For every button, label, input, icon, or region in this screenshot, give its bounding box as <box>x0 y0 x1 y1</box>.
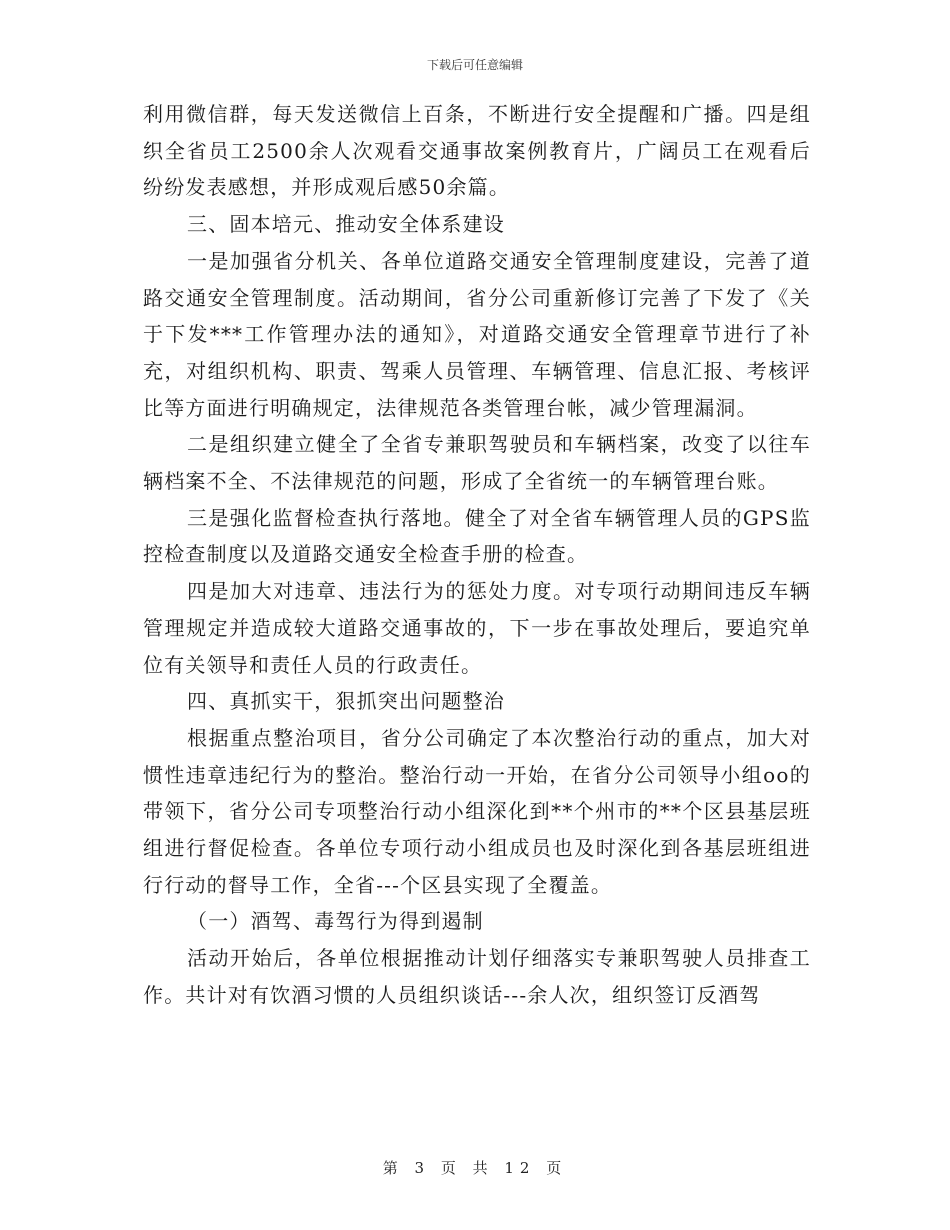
paragraph: 二是组织建立健全了全省专兼职驾驶员和车辆档案，改变了以往车辆档案不全、不法律规范的问题，形成了全省统一的车辆管理台账。 <box>143 432 811 494</box>
document-body <box>143 96 811 1014</box>
paragraph: 活动开始后，各单位根据推动计划仔细落实专兼职驾驶人员排查工作。共计对有饮酒习惯的人员组织谈话---余人次，组织签订反酒驾 <box>143 946 811 1007</box>
paragraph: 三是强化监督检查执行落地。健全了对全省车辆管理人员的GPS监控检查制度以及道路交通安全检查手册的检查。 <box>143 505 811 567</box>
section-heading: 三、固本培元、推动安全体系建设 <box>187 212 505 237</box>
paragraph: 利用微信群，每天发送微信上百条，不断进行安全提醒和广播。四是组织全省员工2500余人次观看交通事故案例教育片，广阔员工在观看后纷纷发表感想，并形成观后感50余篇。 <box>143 102 811 200</box>
paragraph: 根据重点整治项目，省分公司确定了本次整治行动的重点，加大对惯性违章违纪行为的整治。整治行动一开始，在省分公司领导小组oo的带领下，省分公司专项整治行动小组深化到**个州市的**个区县基层班组进行督促检查。各单位专项行动小组成员也及时深化到各基层班组进行行动的督导工作，全省---个区县实现了全覆盖。 <box>143 725 811 897</box>
subsection-heading: （一）酒驾、毒驾行为得到遏制 <box>187 909 484 934</box>
section-heading: 四、真抓实干，狠抓突出问题整治 <box>187 689 505 714</box>
paragraph: 一是加强省分机关、各单位道路交通安全管理制度建设，完善了道路交通安全管理制度。活动期间，省分公司重新修订完善了下发了《关于下发***工作管理办法的通知》，对道路交通安全管理章节进行了补充，对组织机构、职责、驾乘人员管理、车辆管理、信息汇报、考核评比等方面进行明确规定，法律规范各类管理台帐，减少管理漏洞。 <box>143 248 811 420</box>
paragraph: 四是加大对违章、违法行为的惩处力度。对专项行动期间违反车辆管理规定并造成较大道路交通事故的，下一步在事故处理后，要追究单位有关领导和责任人员的行政责任。 <box>143 579 811 677</box>
page-header: 下载后可任意编辑 <box>426 58 523 72</box>
page-footer: 第 3 页 共 12 页 <box>382 1159 568 1177</box>
